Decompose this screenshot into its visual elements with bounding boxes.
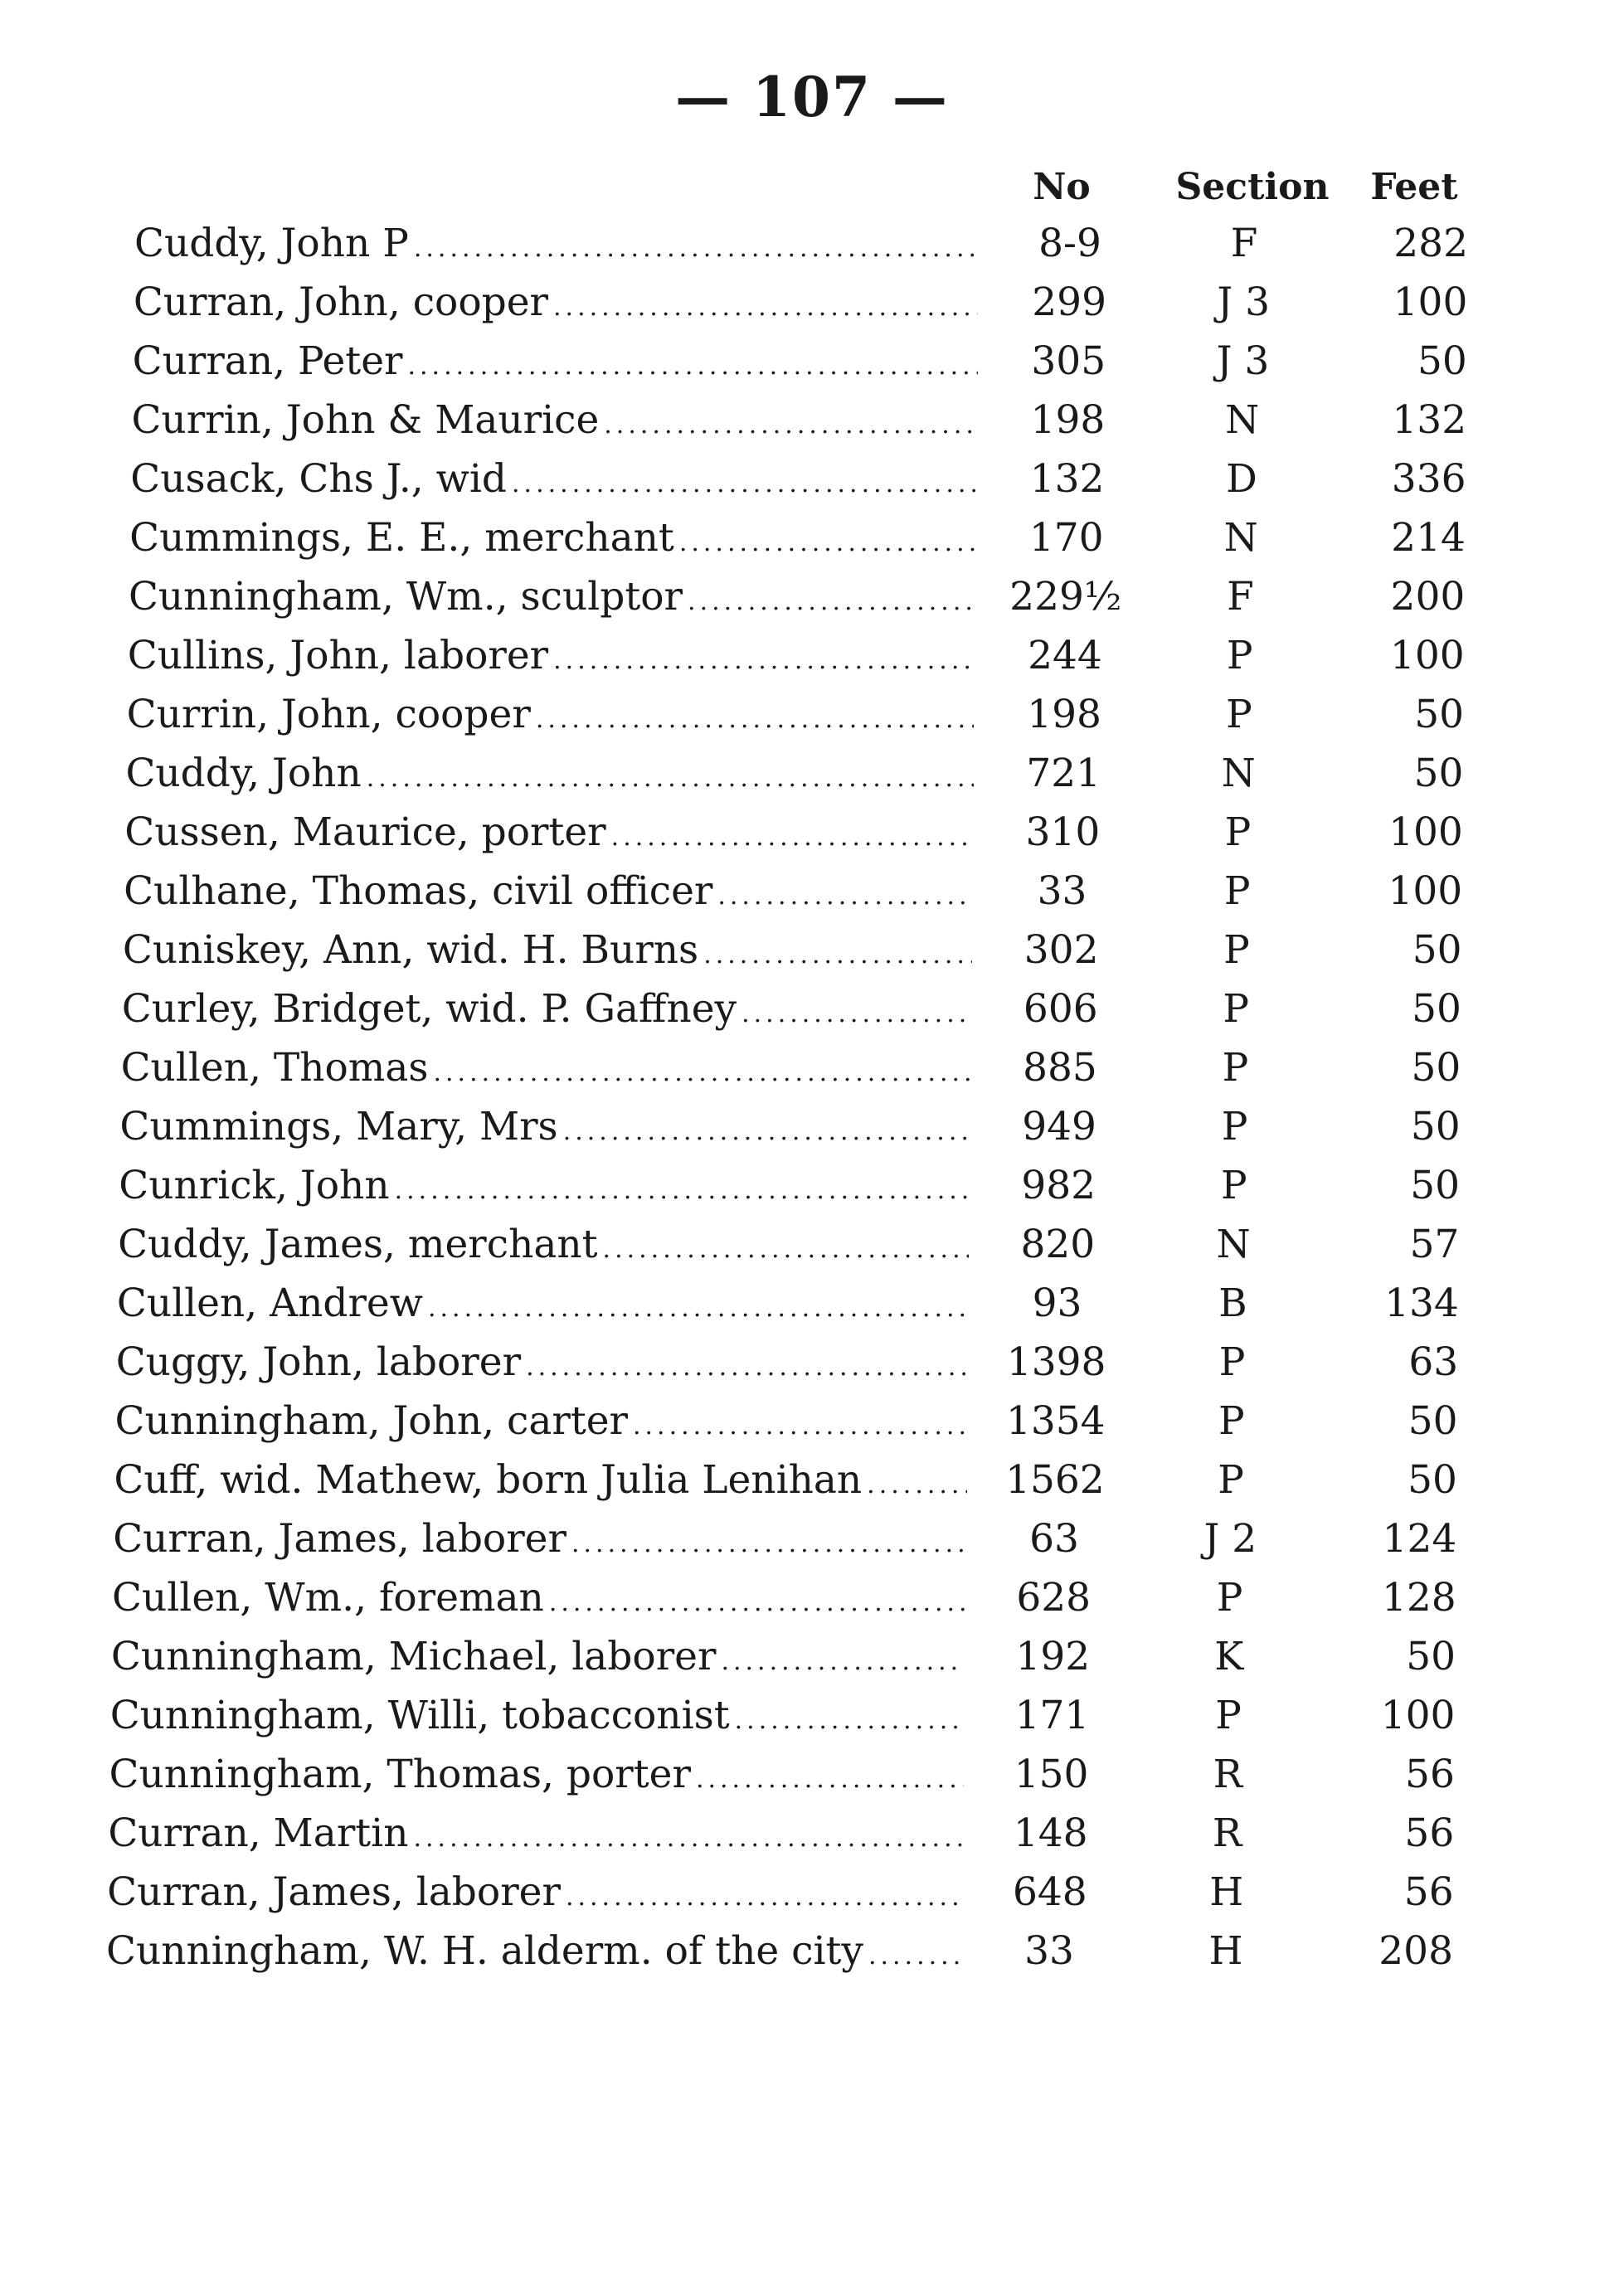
table-row — [0, 1333, 1624, 1392]
entry-no: 171 — [1014, 1693, 1090, 1738]
entry-name — [119, 1097, 970, 1161]
entry-name-text: Cussen, Maurice, porter — [124, 809, 606, 855]
dot-leader — [604, 396, 977, 454]
table-row — [0, 1627, 1624, 1686]
entry-name-text: Cullen, Andrew — [116, 1281, 423, 1326]
dot-leader — [407, 337, 977, 396]
column-header-feet: Feet — [1370, 166, 1458, 208]
entry-no: 721 — [1026, 751, 1101, 796]
entry-feet: 50 — [1412, 927, 1462, 973]
entry-feet: 56 — [1403, 1869, 1454, 1915]
table-row — [0, 685, 1624, 744]
entry-feet: 200 — [1390, 574, 1466, 620]
entry-name-text: Curran, Martin — [108, 1810, 409, 1856]
entry-name — [114, 1451, 966, 1514]
dot-leader — [717, 867, 972, 926]
entry-feet: 124 — [1382, 1516, 1457, 1562]
entry-section: N — [1221, 751, 1256, 796]
entry-name-text: Cunningham, W. H. alderm. of the city — [106, 1928, 863, 1974]
entry-no: 33 — [1024, 1928, 1074, 1974]
table-row — [0, 921, 1624, 979]
entry-feet: 132 — [1392, 397, 1467, 443]
entry-name-text: Cuddy, James, merchant — [118, 1222, 598, 1267]
dot-leader — [549, 1573, 965, 1632]
entry-no: 648 — [1013, 1869, 1087, 1915]
entry-section: P — [1221, 1104, 1248, 1149]
entry-section: H — [1209, 1869, 1244, 1915]
entry-name — [128, 626, 975, 690]
entry-no: 198 — [1027, 692, 1101, 737]
entry-name — [133, 332, 978, 396]
table-row — [0, 1274, 1624, 1333]
table-row — [0, 1509, 1624, 1568]
entry-section: F — [1227, 574, 1254, 620]
entry-name-text: Cunningham, Thomas, porter — [109, 1752, 691, 1797]
entry-name-text: Cuff, wid. Mathew, born Julia Lenihan — [114, 1457, 863, 1503]
table-row — [0, 332, 1624, 391]
entry-section: R — [1212, 1810, 1242, 1856]
entry-name-text: Cunrick, John — [119, 1163, 390, 1208]
entry-name — [131, 391, 976, 454]
entry-name — [121, 1038, 971, 1102]
entry-name — [124, 862, 972, 926]
dot-leader — [428, 1279, 969, 1338]
entry-name-text: Curran, Peter — [132, 338, 403, 384]
table-row — [0, 1804, 1624, 1863]
entry-name — [116, 1333, 968, 1397]
dot-leader — [688, 572, 975, 631]
entry-section: P — [1226, 692, 1252, 737]
entry-feet: 50 — [1410, 1163, 1461, 1208]
dot-leader — [553, 278, 978, 337]
entry-feet: 282 — [1393, 221, 1468, 266]
table-row — [0, 1392, 1624, 1451]
entry-name — [110, 1686, 965, 1750]
entry-name — [127, 685, 975, 749]
entry-no: 628 — [1016, 1575, 1092, 1621]
entry-name-text: Cunningham, Willi, tobacconist — [109, 1693, 730, 1738]
entry-name-text: Cuggy, John, laborer — [115, 1339, 522, 1385]
entry-feet: 100 — [1393, 279, 1468, 325]
table-row — [0, 862, 1624, 921]
entry-section: F — [1230, 221, 1258, 266]
entry-name-text: Cummings, E. E., merchant — [129, 515, 674, 561]
entry-name — [106, 1922, 962, 1985]
dot-leader — [563, 1102, 970, 1161]
entry-no: 1398 — [1006, 1339, 1106, 1385]
entry-feet: 50 — [1411, 1045, 1461, 1091]
dot-leader — [735, 1691, 965, 1750]
entry-name-text: Cummings, Mary, Mrs — [119, 1104, 558, 1149]
dot-leader — [536, 690, 975, 749]
entry-feet: 336 — [1391, 456, 1466, 502]
entry-name-text: Curley, Bridget, wid. P. Gaffney — [121, 986, 737, 1032]
entry-feet: 50 — [1406, 1634, 1456, 1679]
entry-name-text: Cusack, Chs J., wid — [130, 456, 508, 502]
table-row — [0, 1863, 1624, 1922]
entry-name — [118, 1215, 969, 1279]
entry-feet: 50 — [1414, 692, 1465, 737]
dot-leader — [721, 1632, 965, 1691]
entry-section: P — [1218, 1339, 1246, 1385]
entry-section: P — [1223, 927, 1250, 973]
dot-leader — [703, 926, 972, 984]
entry-no: 63 — [1029, 1516, 1079, 1562]
dot-leader — [696, 1750, 964, 1809]
entry-no: 949 — [1022, 1104, 1096, 1149]
entry-feet: 128 — [1382, 1575, 1456, 1621]
entry-feet: 214 — [1391, 515, 1466, 561]
entry-section: D — [1226, 456, 1257, 502]
entry-feet: 100 — [1380, 1693, 1456, 1738]
entry-name-text: Cullen, Thomas — [120, 1045, 429, 1091]
entry-name-text: Culhane, Thomas, civil officer — [124, 868, 713, 914]
entry-no: 198 — [1030, 397, 1106, 443]
entry-name — [113, 1509, 966, 1573]
entry-name-text: Currin, John, cooper — [126, 692, 531, 737]
entry-feet: 50 — [1408, 1398, 1458, 1444]
table-row — [0, 979, 1624, 1038]
entry-name — [125, 744, 973, 808]
column-header-no: No — [1033, 166, 1091, 208]
entry-name — [109, 1745, 965, 1809]
entry-section: N — [1223, 515, 1258, 561]
entry-no: 8-9 — [1038, 221, 1101, 266]
entry-name-text: Cuniskey, Ann, wid. H. Burns — [122, 927, 699, 973]
entry-section: P — [1218, 1457, 1244, 1503]
entry-name-text: Cunningham, Wm., sculptor — [128, 574, 683, 620]
entry-name-text: Curran, James, laborer — [113, 1516, 566, 1562]
dot-leader — [395, 1161, 970, 1220]
entry-feet: 50 — [1413, 751, 1464, 796]
entry-section: P — [1222, 1045, 1249, 1091]
entry-section: J 3 — [1217, 279, 1271, 325]
entry-no: 150 — [1014, 1752, 1089, 1797]
entry-name — [124, 803, 973, 867]
table-row — [0, 1038, 1624, 1097]
entry-no: 305 — [1031, 338, 1106, 384]
entry-section: J 3 — [1216, 338, 1270, 384]
entry-section: N — [1225, 397, 1260, 443]
entry-no: 820 — [1020, 1222, 1096, 1267]
dot-leader — [741, 984, 971, 1043]
entry-section: P — [1223, 986, 1249, 1032]
entry-no: 1562 — [1005, 1457, 1105, 1503]
table-row — [0, 450, 1624, 508]
entry-name-text: Currin, John & Maurice — [131, 397, 600, 443]
page-number: — 107 — — [675, 65, 949, 129]
entry-section: H — [1208, 1928, 1243, 1974]
entry-no: 302 — [1024, 927, 1099, 973]
entry-no: 132 — [1029, 456, 1105, 502]
dot-leader — [433, 1043, 970, 1102]
dot-leader — [553, 631, 975, 690]
entry-name — [107, 1863, 963, 1927]
entry-no: 885 — [1023, 1045, 1097, 1091]
dot-leader — [414, 219, 979, 278]
entry-no: 1354 — [1005, 1398, 1106, 1444]
table-row — [0, 508, 1624, 567]
entry-section: R — [1213, 1752, 1242, 1797]
dot-leader — [512, 454, 976, 513]
entry-name — [115, 1392, 968, 1456]
entry-name — [112, 1568, 965, 1632]
entry-feet: 50 — [1408, 1457, 1457, 1503]
entry-name — [117, 1274, 969, 1338]
dot-leader — [603, 1220, 970, 1279]
column-header-section: Section — [1175, 166, 1330, 208]
table-row — [0, 744, 1624, 803]
table-row — [0, 273, 1624, 332]
table-row — [0, 1215, 1624, 1274]
entry-no: 93 — [1032, 1281, 1082, 1326]
entry-name-text: Cunningham, Michael, laborer — [110, 1634, 717, 1679]
entry-section: P — [1218, 1398, 1245, 1444]
entry-feet: 50 — [1410, 1104, 1461, 1149]
entry-name — [123, 921, 972, 984]
entry-feet: 100 — [1388, 868, 1463, 914]
entry-no: 606 — [1023, 986, 1098, 1032]
dot-leader — [413, 1809, 963, 1868]
entry-feet: 63 — [1408, 1339, 1459, 1385]
entry-section: P — [1226, 633, 1253, 678]
entry-name — [134, 214, 979, 278]
entry-feet: 100 — [1389, 633, 1465, 678]
entry-name-text: Curran, James, laborer — [107, 1869, 561, 1915]
entry-feet: 50 — [1412, 986, 1461, 1032]
entry-feet: 50 — [1417, 338, 1467, 384]
table-row — [0, 1568, 1624, 1627]
entry-no: 192 — [1015, 1634, 1091, 1679]
entry-no: 170 — [1028, 515, 1104, 561]
dot-leader — [611, 808, 973, 867]
column-headers — [0, 166, 1624, 216]
entry-section: P — [1223, 868, 1251, 914]
entry-name — [108, 1804, 963, 1868]
entry-name — [129, 567, 975, 631]
dot-leader — [679, 513, 976, 572]
table-row — [0, 567, 1624, 626]
entry-name-text: Cunningham, John, carter — [114, 1398, 628, 1444]
entry-name — [122, 979, 971, 1043]
entry-name-text: Cullins, John, laborer — [127, 633, 549, 678]
entry-no: 229½ — [1009, 574, 1122, 620]
table-row — [0, 803, 1624, 862]
entry-feet: 100 — [1388, 809, 1463, 855]
entry-section: P — [1224, 809, 1252, 855]
entry-feet: 57 — [1409, 1222, 1460, 1267]
dot-leader — [868, 1927, 962, 1985]
entry-name-text: Cuddy, John — [125, 751, 362, 796]
entry-feet: 208 — [1378, 1928, 1453, 1974]
dot-leader — [633, 1397, 967, 1456]
dot-leader — [367, 749, 974, 808]
table-row — [0, 1922, 1624, 1980]
table-row — [0, 1686, 1624, 1745]
entry-name-text: Cuddy, John P — [134, 221, 409, 266]
dot-leader — [571, 1514, 966, 1573]
entry-no: 148 — [1013, 1810, 1088, 1856]
table-row — [0, 1451, 1624, 1509]
entry-no: 33 — [1037, 868, 1087, 914]
entry-section: N — [1216, 1222, 1251, 1267]
entry-no: 299 — [1032, 279, 1106, 325]
entry-section: J 2 — [1203, 1516, 1257, 1562]
dot-leader — [867, 1456, 966, 1514]
entry-name — [130, 450, 976, 513]
entry-name-text: Curran, John, cooper — [133, 279, 548, 325]
dot-leader — [566, 1868, 963, 1927]
entry-section: B — [1218, 1281, 1247, 1326]
table-row — [0, 1097, 1624, 1156]
entry-name — [119, 1156, 970, 1220]
entry-name-text: Cullen, Wm., foreman — [112, 1575, 544, 1621]
entry-name — [134, 273, 978, 337]
entry-feet: 56 — [1404, 1810, 1455, 1856]
entry-no: 244 — [1028, 633, 1102, 678]
entry-feet: 134 — [1384, 1281, 1459, 1326]
entry-section: P — [1215, 1693, 1242, 1738]
table-row — [0, 626, 1624, 685]
entry-section: P — [1216, 1575, 1243, 1621]
entry-section: P — [1221, 1163, 1247, 1208]
entry-name — [129, 508, 975, 572]
dot-leader — [526, 1338, 968, 1397]
table-row — [0, 1156, 1624, 1215]
table-row — [0, 1745, 1624, 1804]
entry-name — [111, 1627, 965, 1691]
entry-no: 310 — [1025, 809, 1101, 855]
table-row — [0, 391, 1624, 450]
table-row — [0, 214, 1624, 273]
entry-section: K — [1214, 1634, 1244, 1679]
entry-no: 982 — [1021, 1163, 1096, 1208]
entry-feet: 56 — [1405, 1752, 1455, 1797]
